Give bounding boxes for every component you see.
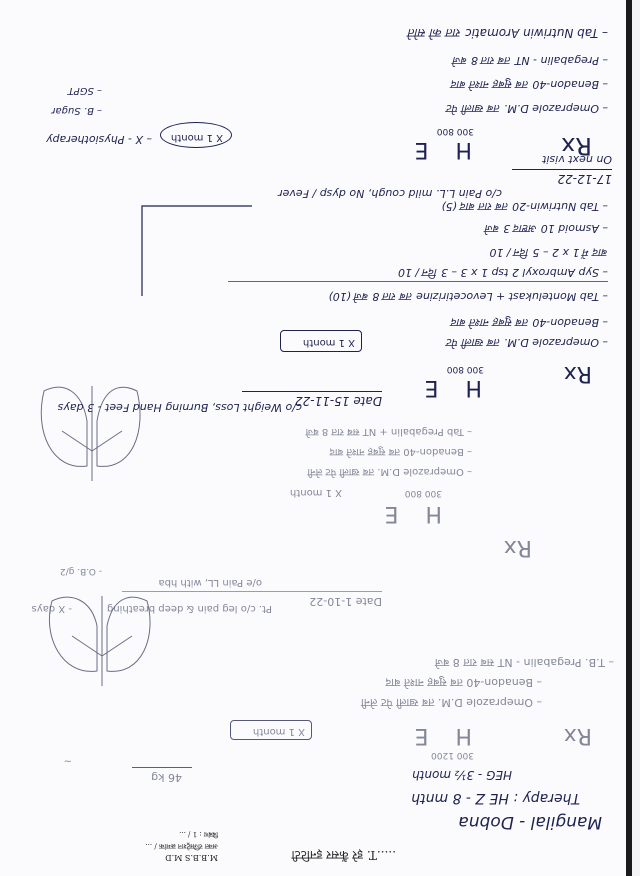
visit2-date-underline [242, 391, 382, 392]
rx-symbol-middle: Rx [503, 535, 532, 560]
doses-middle: 300 800 [404, 488, 442, 498]
instruction-v3-3: – Pregabalin - NT तब रात 8 बजे [453, 54, 608, 67]
visit1-divider [122, 591, 382, 592]
lung-diagram-2 [32, 376, 152, 486]
duration-box-top [230, 720, 312, 740]
duration-visit3: X 1 month [170, 132, 223, 143]
instruction-middle-2: – Benadon-40 तब सुबह नाश्ते बाद [329, 446, 472, 457]
duration-top: X 1 month [252, 726, 305, 737]
rx-symbol-visit3: Rx [561, 132, 592, 160]
investigation-sgpt: – SGPT [67, 85, 102, 96]
drugs-middle: H E [374, 501, 442, 526]
instruction-v2-4: – Syp Ambroxyl 2 tsp 1 x 3 – 3 दिन / 10 [397, 266, 608, 279]
instruction-top-3: – T.B. Pregabalin - NT सब रात 8 बजे [434, 656, 614, 669]
doses-visit2: 300 800 [446, 364, 484, 374]
unknown-stamp-top: ~ [63, 755, 72, 766]
visit3-followup: On next visit [542, 153, 612, 166]
visit3-physio: – X - Physiotherapy [46, 133, 152, 146]
header-small-line-1: अक्त रजिस्ट्रेशन क्रमांक / ... [145, 842, 218, 850]
drugs-top: H E [404, 723, 472, 748]
weight-value: 46 kg [151, 771, 182, 784]
instruction-v2-6: – Asmoid 10 अष्टाद 3 बजे [485, 222, 608, 235]
instruction-middle-3: – Tab Pregabalin + NT सब रात 8 बजे [305, 426, 472, 437]
investigation-sugar: – B. Sugar [51, 105, 102, 116]
doses-top: 300 1200 [431, 750, 474, 760]
instruction-v2-2: – Benadon-40 तब सुबह नाश्ते बाद [451, 316, 608, 329]
visit1-note-2: - O.B. g/2 [59, 566, 102, 576]
instruction-top-2: – Benadon-40 तब सुबह नाश्ते बाद [385, 676, 542, 689]
duration-oval-visit3 [160, 122, 232, 148]
visit3-date: 17-12-22 [557, 172, 612, 186]
visit1-complaint: Pt. c/o leg pain & deep breathing [106, 603, 272, 614]
rx-symbol-top: Rx [563, 723, 592, 748]
instruction-v2-1: – Omeprazole D.M. तब खाली पेट [446, 336, 608, 349]
duration-middle: X 1 month [289, 487, 342, 498]
drugs-visit2: H E [414, 375, 482, 400]
patient-name: Mangilal - Dobna [458, 812, 602, 832]
doses-visit3: 300 800 [436, 126, 474, 136]
bracket-line [132, 186, 252, 306]
instruction-middle-1: – Omeprazole D.M. तब खाली पेट लेनी [307, 466, 472, 477]
header-small-line-2: बिबंध : 1 / ... [179, 830, 218, 838]
therapy-line: Therapy : HE Z - 8 mnth [411, 790, 580, 806]
instruction-v3-2: – Benadon-40 तब सुबह नाश्ते बाद [451, 78, 608, 91]
hospital-header: .....T. इरे कैंसर इनटिटी [291, 848, 396, 862]
visit1-complaint-2: - X days [31, 603, 72, 614]
duration-visit2: X 1 month [302, 337, 355, 348]
visit1-note-1: o/e Pain LL, with hba [158, 577, 262, 588]
visit2-divider [228, 281, 608, 282]
doctor-degree: M.B.B.S M.D [165, 853, 218, 862]
visit3-date-underline [512, 169, 612, 170]
rx-symbol-visit2: Rx [563, 361, 592, 386]
visit2-date: Date 15-11-22 [295, 394, 382, 408]
weight-underline [132, 767, 192, 768]
visit1-date: Date 1-10-22 [309, 595, 382, 608]
duration-box-visit2 [280, 330, 362, 352]
instruction-v2-5: बाद में 1 x 2 – 5 दिन / 10 [489, 246, 608, 259]
drugs-visit3: H E [404, 137, 472, 162]
instruction-v2-3: – Tab Montelukast + Levocetirizine तब रात 8 बजे (10) [328, 290, 608, 303]
heg-line: HEG - 3½ month [412, 768, 512, 782]
visit3-complaint: c/o Pain L.L. mild cough, No dysp / Fever [278, 187, 502, 200]
instruction-v3-1: – Omeprazole D.M. तब खाली पेट [446, 102, 608, 115]
visit2-complaint: c/o Weight Loss, Burning Hand Feet - 3 days [57, 401, 302, 414]
instruction-top-1: – Omeprazole D.M. तब खाली पेट लेनी [360, 696, 542, 709]
instruction-v3-4: – Tab Nutriwin Aromatic रात को सोते [408, 26, 608, 40]
instruction-v2-7: – Tab Nutriwin-20 तब रात बाद (5) [441, 200, 608, 213]
